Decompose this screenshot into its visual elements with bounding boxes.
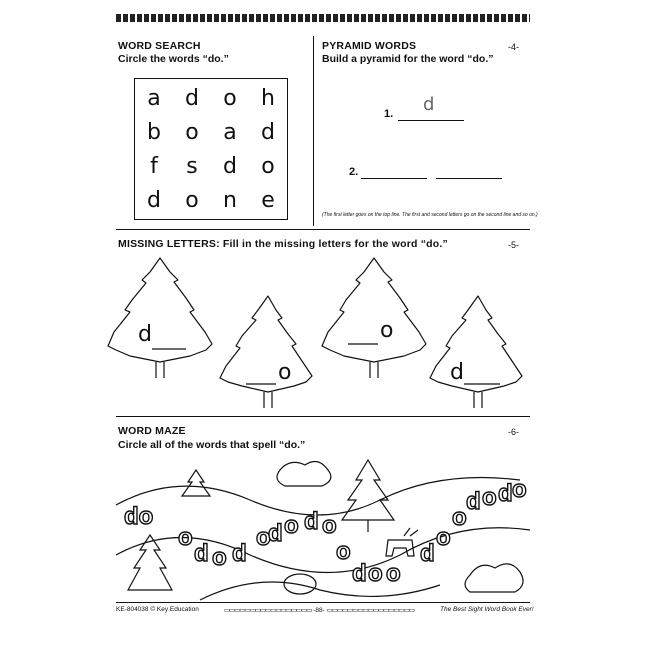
grid-cell[interactable]: h <box>261 86 275 111</box>
maze-word[interactable]: d <box>232 540 247 567</box>
maze-word[interactable]: do <box>124 503 154 530</box>
maze-word[interactable]: o <box>256 524 271 551</box>
pyramid-note: (The first letter goes on the top line. The first and second letters go on the second line and so on.) <box>322 212 538 218</box>
word-search-heading: WORD SEARCH <box>118 40 201 52</box>
grid-cell[interactable]: d <box>223 154 237 179</box>
pyramid-number: -4- <box>508 42 519 52</box>
word-maze-instruction: Circle all of the words that spell “do.” <box>118 439 306 451</box>
grid-cell[interactable]: b <box>147 120 161 145</box>
footer-book-title: The Best Sight Word Book Ever! <box>440 606 534 613</box>
grid-cell[interactable]: a <box>223 120 237 145</box>
grid-cell[interactable]: o <box>185 188 199 213</box>
maze-word[interactable]: o <box>284 512 299 539</box>
maze-word[interactable]: d <box>498 480 513 507</box>
maze-word[interactable]: o <box>336 538 351 565</box>
maze-word[interactable]: o <box>212 544 227 571</box>
maze-word[interactable]: d <box>466 488 481 515</box>
pyramid-instruction: Build a pyramid for the word “do.” <box>322 53 494 65</box>
tree-1-letter: d <box>138 322 152 347</box>
grid-cell[interactable]: o <box>261 154 275 179</box>
maze-word[interactable]: d <box>420 540 435 567</box>
maze-word[interactable]: o <box>482 484 497 511</box>
word-search-instruction: Circle the words “do.” <box>118 53 229 65</box>
maze-word[interactable]: d <box>304 508 319 535</box>
pyramid-line-1-letter: d <box>423 94 435 115</box>
maze-word[interactable]: o <box>322 512 337 539</box>
word-maze-number: -6- <box>508 427 519 437</box>
tree-4-letter: d <box>450 360 464 385</box>
maze-word[interactable]: o <box>368 560 383 587</box>
grid-cell[interactable]: a <box>147 86 161 111</box>
pyramid-heading: PYRAMID WORDS <box>322 40 417 52</box>
footer-publisher: KE-804038 © Key Education <box>116 606 199 613</box>
missing-letters-heading: MISSING LETTERS: Fill in the missing letters for the word “do.” <box>118 238 448 250</box>
tree-2-letter: o <box>278 360 292 385</box>
grid-cell[interactable]: d <box>147 188 161 213</box>
maze-word[interactable]: d <box>194 540 209 567</box>
grid-cell[interactable]: o <box>185 120 199 145</box>
maze-word[interactable]: o <box>386 560 401 587</box>
maze-word[interactable]: o <box>452 504 467 531</box>
grid-cell[interactable]: s <box>186 154 198 179</box>
maze-word[interactable]: d <box>352 560 367 587</box>
grid-cell[interactable]: d <box>261 120 275 145</box>
pyramid-line-1-label: 1. <box>384 108 394 120</box>
maze-word[interactable]: d <box>268 520 283 547</box>
pyramid-line-2-label: 2. <box>349 166 359 178</box>
page-number: -88- <box>313 607 325 614</box>
word-maze-heading: WORD MAZE <box>118 425 186 437</box>
grid-cell[interactable]: o <box>223 86 237 111</box>
maze-word[interactable]: o <box>436 524 451 551</box>
maze-word[interactable]: o <box>512 476 527 503</box>
grid-cell[interactable]: f <box>150 154 158 179</box>
grid-cell[interactable]: e <box>261 188 275 213</box>
grid-cell[interactable]: n <box>223 188 237 213</box>
missing-letters-number: -5- <box>508 240 519 250</box>
tree-3-letter: o <box>380 318 394 343</box>
grid-cell[interactable]: d <box>185 86 199 111</box>
maze-word[interactable]: o <box>178 524 193 551</box>
footer-page-number: ▭▭▭▭▭▭▭▭▭▭▭▭▭▭▭▭▭ -88- ▭▭▭▭▭▭▭▭▭▭▭▭▭▭▭▭▭ <box>224 607 414 614</box>
